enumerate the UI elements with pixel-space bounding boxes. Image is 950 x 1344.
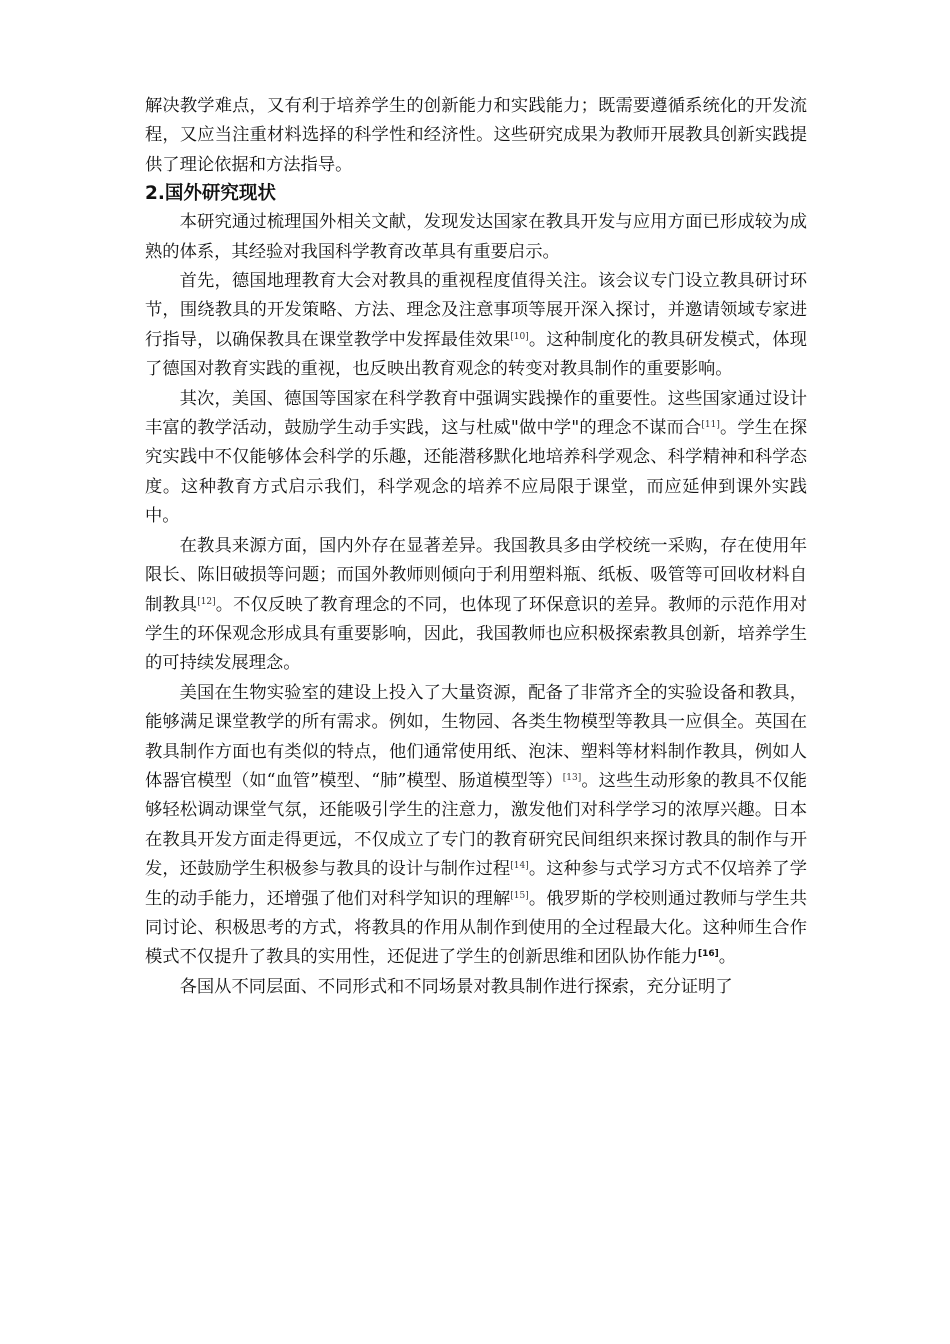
page-body: [145, 92, 807, 1002]
citation-ref: [13]: [562, 772, 582, 783]
citation-ref: [11]: [701, 420, 720, 431]
citation-ref: [14]: [510, 861, 529, 872]
paragraph-overview: 本研究通过梳理国外相关文献，发现发达国家在教具开发与应用方面已形成较为成熟的体系，其经验对我国科学教育改革具有重要启示。: [145, 212, 807, 262]
intro-tail-paragraph: 解决教学难点，又有利于培养学生的创新能力和实践能力；既需要遵循系统化的开发流程，又应当注重材料选择的科学性和经济性。这些研究成果为教师开展教具创新实践提供了理论依据和方法指导。: [145, 96, 807, 175]
paragraph-text: 。学生在探究实践中不仅能够体会科学的乐趣，还能潜移默化地培养科学观念、科学精神和科学态度。这种教育方式启示我们，科学观念的培养不应局限于课堂，而应延伸到课外实践中。: [145, 418, 807, 527]
paragraph-sources: [145, 532, 807, 679]
citation-ref: [12]: [197, 596, 216, 607]
paragraph-text: 在教具来源方面，国内外存在显著差异。我国教具多由学校统一采购，存在使用年限长、陈旧破损等问题；而国外教师则倾向于利用塑料瓶、纸板、吸管等可回收材料自制教具: [145, 535, 807, 615]
paragraph-text: 。这些生动形象的教具不仅能够轻松调动课堂气氛，还能吸引学生的注意力，激发他们对科学学习的浓厚兴趣。日本在教具开发方面走得更远，不仅成立了专门的教育研究民间组织来探讨教具的制作与开发，还鼓励学生积极参与教具的设计与制作过程: [145, 770, 807, 880]
citation-ref: [16]: [698, 949, 719, 960]
section-heading: 2.国外研究现状: [145, 183, 276, 205]
paragraph-practice: [145, 385, 807, 532]
paragraph-text: 其次，美国、德国等国家在科学教育中强调实践操作的重要性。这些国家通过设计丰富的教学活动，鼓励学生动手实践，这与杜威"做中学"的理念不谋而合: [145, 388, 807, 439]
paragraph-conclusion-start: 各国从不同层面、不同形式和不同场景对教具制作进行探索，充分证明了: [179, 976, 733, 997]
paragraph-text: 。不仅反映了教育理念的不同，也体现了环保意识的差异。教师的示范作用对学生的环保观念形成具有重要影响，因此，我国教师也应积极探索教具创新，培养学生的可持续发展理念。: [145, 594, 807, 674]
paragraph-germany: [145, 267, 807, 385]
citation-ref: [15]: [510, 890, 529, 901]
paragraph-text: 美国在生物实验室的建设上投入了大量资源，配备了非常齐全的实验设备和教具，能够满足课堂教学的所有需求。例如，生物园、各类生物模型等教具一应俱全。英国在教具制作方面也有类似的特点，他们通常使用纸、泡沫、塑料等材料制作教具，例如人体器官模型（如“血管”模型、“肺”模型、肠道模型等）: [145, 682, 807, 791]
paragraph-text: 。这种参与式学习方式不仅培养了学生的动手能力，还增强了他们对科学知识的理解: [145, 859, 807, 909]
paragraph-text: 首先，德国地理教育大会对教具的重视程度值得关注。该会议专门设立教具研讨环节，围绕教具的开发策略、方法、理念及注意事项等展开深入探讨，并邀请领域专家进行指导，以确保教具在课堂教学中发挥最佳效果: [145, 271, 807, 350]
citation-ref: [10]: [510, 331, 529, 342]
paragraph-text: 。这种制度化的教具研发模式，体现了德国对教育实践的重视，也反映出教育观念的转变对教具制作的重要影响。: [145, 329, 807, 380]
paragraph-text: 。: [718, 947, 737, 968]
paragraph-text: 。俄罗斯的学校则通过教师与学生共同讨论、积极思考的方式，将教具的作用从制作到使用的全过程最大化。这种师生合作模式不仅提升了教具的实用性，还促进了学生的创新思维和团队协作能力: [145, 888, 807, 968]
paragraph-countries: [145, 679, 807, 973]
